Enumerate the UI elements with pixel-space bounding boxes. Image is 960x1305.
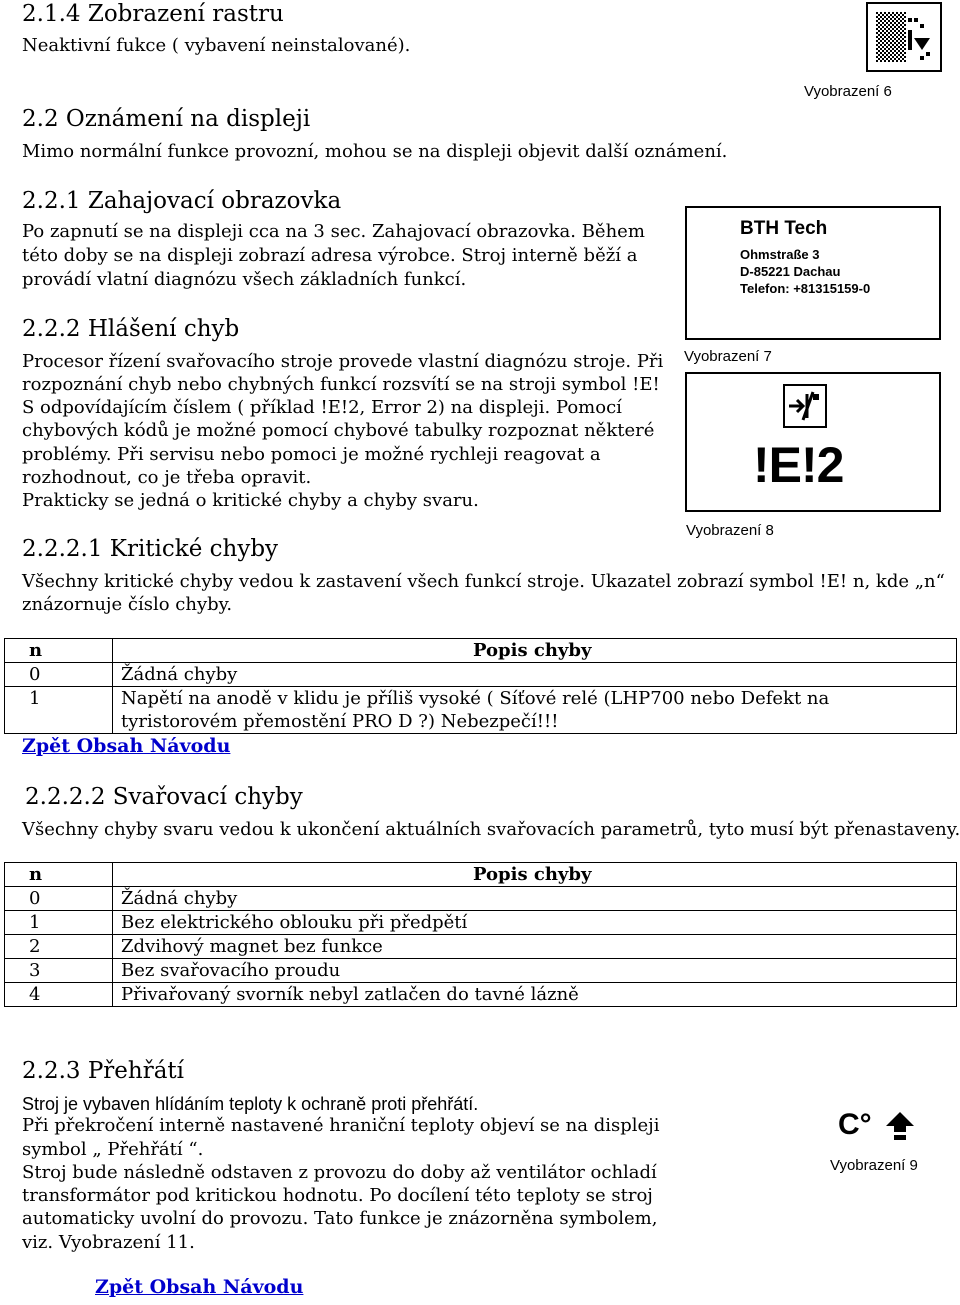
error-code: 0 bbox=[5, 887, 113, 911]
error-symbol: !E!2 bbox=[753, 437, 844, 493]
error-code: 4 bbox=[5, 983, 113, 1007]
back-to-contents-link[interactable]: Zpět Obsah Návodu bbox=[22, 735, 231, 757]
text-2-2-3-line: transformátor pod kritickou hodnotu. Po docílení této teploty se stroj bbox=[22, 1185, 653, 1206]
table-row bbox=[5, 663, 957, 687]
back-to-contents-link[interactable]: Zpět Obsah Návodu bbox=[95, 1276, 304, 1298]
text-2-2-1-line: provádí vlatní diagnózu všech základních funkcí. bbox=[22, 269, 467, 290]
error-description: Zdvihový magnet bez funkce bbox=[113, 935, 957, 959]
broken-stud-icon bbox=[783, 384, 827, 428]
table-header-row bbox=[5, 863, 957, 887]
figure-8-caption: Vyobrazení 8 bbox=[686, 522, 774, 539]
text-2-2-2-1-line: Všechny kritické chyby vedou k zastavení všech funkcí stroje. Ukazatel zobrazí symbol !E! n, kde „n“ bbox=[22, 571, 945, 592]
text-2-2-2-line: Prakticky se jedná o kritické chyby a chyby svaru. bbox=[22, 490, 479, 511]
heading-2-1-4: 2.1.4 Zobrazení rastru bbox=[22, 1, 284, 27]
column-header-n: n bbox=[5, 639, 113, 663]
table-row bbox=[5, 959, 957, 983]
company-name: BTH Tech bbox=[740, 218, 828, 239]
figure-7-caption: Vyobrazení 7 bbox=[684, 348, 772, 365]
text-2-2-2-line: Procesor řízení svařovacího stroje provede vlastní diagnózu stroje. Při bbox=[22, 351, 664, 372]
text-2-2-3-line: symbol „ Přehřátí “. bbox=[22, 1139, 204, 1160]
text-2-2-3-line: Při překročení interně nastavené hraniční teploty objeví se na displeji bbox=[22, 1115, 660, 1136]
text-2-2-3-line: viz. Vyobrazení 11. bbox=[22, 1232, 195, 1253]
table-row bbox=[5, 983, 957, 1007]
heading-2-2-2-1: 2.2.2.1 Kritické chyby bbox=[22, 536, 279, 562]
figure-8-frame bbox=[685, 372, 941, 512]
heading-2-2-3: 2.2.3 Přehřátí bbox=[22, 1058, 185, 1084]
column-header-description: Popis chyby bbox=[113, 863, 957, 887]
figure-6-frame bbox=[866, 2, 942, 72]
company-street: Ohmstraße 3 bbox=[740, 247, 820, 262]
error-description: Žádná chyby bbox=[113, 663, 957, 687]
table-row bbox=[5, 887, 957, 911]
welding-errors-table bbox=[4, 862, 957, 1007]
critical-errors-table bbox=[4, 638, 957, 734]
text-2-2-3-intro: Stroj je vybaven hlídáním teploty k ochraně proti přehřátí. bbox=[22, 1094, 479, 1114]
error-code: 1 bbox=[5, 911, 113, 935]
text-2-2-1-line: Po zapnutí se na displeji cca na 3 sec. Zahajovací obrazovka. Během bbox=[22, 221, 645, 242]
figure-6-caption: Vyobrazení 6 bbox=[804, 83, 892, 100]
text-2-2-2-line: rozhodnout, co je třeba opravit. bbox=[22, 467, 312, 488]
column-header-n: n bbox=[5, 863, 113, 887]
figure-9-caption: Vyobrazení 9 bbox=[830, 1157, 918, 1174]
text-2-2-2-line: S odpovídajícím číslem ( příklad !E!2, Error 2) na displeji. Pomocí bbox=[22, 397, 622, 418]
error-code: 3 bbox=[5, 959, 113, 983]
text-2-2-2-2: Všechny chyby svaru vedou k ukončení aktuálních svařovacích parametrů, tyto musí být přenastaveny. bbox=[22, 819, 960, 840]
heading-2-2: 2.2 Oznámení na displeji bbox=[22, 106, 311, 132]
table-row bbox=[5, 935, 957, 959]
text-2-2-2-line: rozpoznání chyb nebo chybných funkcí rozsvítí se na stroji symbol !E! bbox=[22, 374, 660, 395]
error-description: Žádná chyby bbox=[113, 887, 957, 911]
error-code: 2 bbox=[5, 935, 113, 959]
column-header-description: Popis chyby bbox=[113, 639, 957, 663]
company-city: D-85221 Dachau bbox=[740, 264, 841, 279]
text-2-2-3-line: automaticky uvolní do provozu. Tato funkce je znázorněna symbolem, bbox=[22, 1208, 658, 1229]
text-2-2: Mimo normální funkce provozní, mohou se na displeji objevit další oznámení. bbox=[22, 141, 728, 162]
temperature-up-arrow-icon bbox=[884, 1110, 916, 1142]
text-2-2-1-line: této doby se na displeji zobrazí adresa výrobce. Stroj interně běží a bbox=[22, 245, 638, 266]
text-2-2-3-line: Stroj bude následně odstaven z provozu do doby až ventilátor ochladí bbox=[22, 1162, 657, 1183]
heading-2-2-1: 2.2.1 Zahajovací obrazovka bbox=[22, 188, 342, 214]
table-row bbox=[5, 687, 957, 734]
error-description: Napětí na anodě v klidu je příliš vysoké ( Síťové relé (LHP700 nebo Defekt na tyristorovém přemostění PRO D ?) Nebezpečí!!! bbox=[113, 687, 957, 734]
text-2-1-4: Neaktivní fukce ( vybavení neinstalované). bbox=[22, 35, 411, 56]
text-2-2-2-1-line: znázornuje číslo chyby. bbox=[22, 594, 233, 615]
text-2-2-2-line: problémy. Při servisu nebo pomoci je možné rychleji reagovat a bbox=[22, 444, 601, 465]
figure-7-frame bbox=[685, 206, 941, 340]
raster-display-icon bbox=[868, 4, 940, 70]
company-phone: Telefon: +81315159-0 bbox=[740, 281, 871, 296]
error-description: Přivařovaný svorník nebyl zatlačen do tavné lázně bbox=[113, 983, 957, 1007]
overheat-symbol-text: C° bbox=[838, 1108, 872, 1141]
text-2-2-2-line: chybových kódů je možné pomocí chybové tabulky rozpoznat některé bbox=[22, 420, 655, 441]
table-header-row bbox=[5, 639, 957, 663]
error-description: Bez svařovacího proudu bbox=[113, 959, 957, 983]
error-code: 1 bbox=[5, 687, 113, 734]
error-code: 0 bbox=[5, 663, 113, 687]
figure-9-symbol bbox=[838, 1108, 918, 1144]
error-description: Bez elektrického oblouku při předpětí bbox=[113, 911, 957, 935]
table-row bbox=[5, 911, 957, 935]
heading-2-2-2-2: 2.2.2.2 Svařovací chyby bbox=[25, 784, 303, 810]
heading-2-2-2: 2.2.2 Hlášení chyb bbox=[22, 316, 240, 342]
